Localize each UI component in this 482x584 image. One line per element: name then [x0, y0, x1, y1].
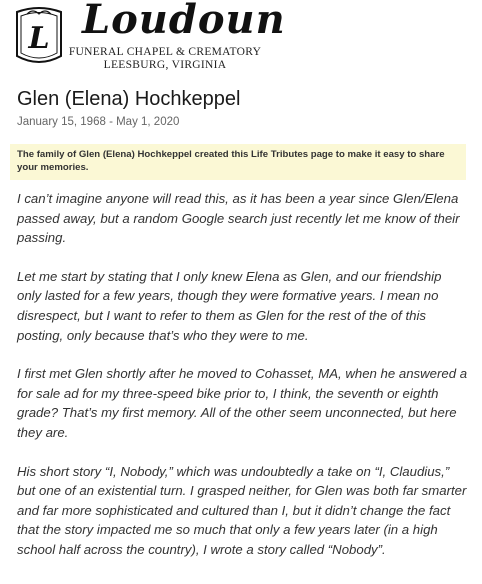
life-dates: January 15, 1968 - May 1, 2020 [17, 116, 180, 128]
story-paragraph: I can’t imagine anyone will read this, as it has been a year since Glen/Elena passed away, but a random Google search just recently let me know of their passing. [17, 191, 460, 246]
logo-letter: L [28, 21, 50, 56]
story-paragraph: Let me start by stating that I only knew Elena as Glen, and our friendship only lasted for a few years, though they were formative years. I mean no disrespect, but I want to refer to them as Glen for the rest of the of this posting, only because that’s who they were to me. [17, 268, 442, 343]
brand-name[interactable]: Loudoun [82, 0, 286, 43]
brand-location: LEESBURG, VIRGINIA [103, 59, 227, 71]
tribute-notice: The family of Glen (Elena) Hochkeppel created this Life Tributes page to make it easy to share your memories. [10, 144, 466, 180]
logo-emblem-icon[interactable] [13, 6, 65, 66]
story-paragraph: His short story “I, Nobody,” which was undoubtedly a take on “I, Claudius,” but one of an existential turn. I grasped neither, for Glen was both far smarter and far more sophisticated and cultured than I, but it didn’t change the fact that the story impacted me so much that only a few years later (in a high school half across the country), I wrote a story called “Nobody”. [17, 463, 467, 557]
site-header [0, 0, 482, 78]
tribute-story [17, 189, 469, 579]
page-title: Glen (Elena) Hochkeppel [17, 88, 241, 110]
story-paragraph: I first met Glen shortly after he moved to Cohasset, MA, when he answered a for sale ad for my three-speed bike prior to, I think, the seventh or eighth grade? That’s my first memory. All of the other seem unconnected, but here they are. [17, 366, 468, 440]
brand-subtitle: FUNERAL CHAPEL & CREMATORY [68, 46, 262, 58]
